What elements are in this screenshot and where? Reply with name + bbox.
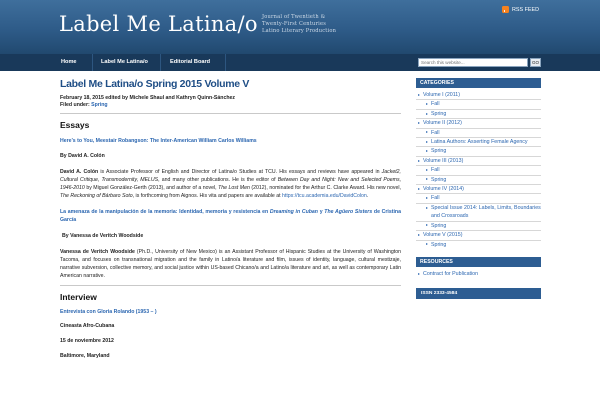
- sidebar-category-label: Fall: [431, 195, 440, 202]
- bullet-arrow-icon: [426, 103, 428, 105]
- bullet-arrow-icon: [426, 243, 428, 245]
- rss-icon: [502, 6, 509, 13]
- sidebar-category-label: Latina Authors: Asserting Female Agency: [431, 139, 528, 146]
- interview-link[interactable]: Entrevista con Gloria Rolando (1953 – ): [60, 309, 157, 315]
- sidebar-category-label: Spring: [431, 222, 447, 229]
- interview-line: Baltimore, Maryland: [60, 353, 110, 359]
- site-tagline: [262, 14, 362, 35]
- bullet-arrow-icon: [418, 94, 420, 96]
- sidebar-category-label: Special Issue 2014: Labels, Limits, Boundaries and Crossroads: [431, 204, 541, 220]
- interview-line: 15 de noviembre 2012: [60, 338, 114, 344]
- bullet-arrow-icon: [426, 224, 428, 226]
- bullet-arrow-icon: [426, 150, 428, 152]
- sidebar-category-item[interactable]: [416, 119, 541, 128]
- nav-item-home[interactable]: Home: [61, 59, 77, 65]
- bullet-arrow-icon: [426, 169, 428, 171]
- sidebar: [416, 78, 541, 299]
- bullet-arrow-icon: [426, 197, 428, 199]
- nav-divider: [225, 54, 226, 71]
- post-filed-under: [60, 102, 401, 108]
- filed-category-link[interactable]: Spring: [91, 102, 108, 108]
- bullet-arrow-icon: [426, 207, 428, 209]
- tagline-line: Journal of Twentieth &: [262, 14, 326, 20]
- search-button[interactable]: GO: [531, 60, 539, 65]
- sidebar-category-label: Volume IV (2014): [423, 186, 464, 193]
- sidebar-category-label: Fall: [431, 101, 440, 108]
- tagline-line: Twenty-First Centuries: [262, 21, 327, 27]
- sidebar-category-item[interactable]: [416, 241, 541, 249]
- nav-divider: [92, 54, 93, 71]
- categories-list: [416, 88, 541, 251]
- essays-heading: Essays: [60, 120, 90, 130]
- sidebar-category-label: Fall: [431, 129, 440, 136]
- nav-item-label-me-latina[interactable]: Label Me Latina/o: [101, 59, 148, 65]
- sidebar-category-item[interactable]: [416, 138, 541, 147]
- filed-under-label: Filed under:: [60, 102, 90, 108]
- bullet-arrow-icon: [426, 113, 428, 115]
- sidebar-category-label: Spring: [431, 176, 447, 183]
- sidebar-category-item[interactable]: [416, 185, 541, 194]
- site-title[interactable]: Label Me Latina/o: [59, 12, 258, 36]
- sidebar-category-label: Fall: [431, 167, 440, 174]
- main-content: [60, 78, 401, 360]
- divider: [60, 285, 401, 286]
- rss-feed-link[interactable]: [502, 6, 539, 13]
- resources-list: [416, 267, 541, 280]
- sidebar-category-label: Volume III (2013): [423, 157, 464, 164]
- author-vita-link[interactable]: https://tcu.academia.edu/DavidColon: [282, 193, 367, 199]
- bullet-arrow-icon: [426, 178, 428, 180]
- sidebar-category-item[interactable]: [416, 110, 541, 119]
- bullet-arrow-icon: [418, 160, 420, 162]
- sidebar-category-item[interactable]: [416, 166, 541, 175]
- site-header: [0, 0, 600, 54]
- sidebar-category-item[interactable]: [416, 100, 541, 109]
- bullet-arrow-icon: [418, 273, 420, 275]
- sidebar-category-item[interactable]: [416, 91, 541, 100]
- post-title[interactable]: Label Me Latina/o Spring 2015 Volume V: [60, 78, 250, 90]
- issn-badge: ISSN 2333-4584: [416, 288, 541, 299]
- resources-heading: RESOURCES: [416, 257, 541, 267]
- rss-label: RSS FEED: [512, 6, 539, 13]
- sidebar-category-item[interactable]: [416, 147, 541, 156]
- sidebar-category-item[interactable]: [416, 176, 541, 185]
- nav-item-editorial-board[interactable]: Editorial Board: [170, 59, 211, 65]
- sidebar-category-item[interactable]: [416, 231, 541, 240]
- essay-author: By Vanessa de Veritch Woodside: [62, 233, 144, 239]
- essay-link[interactable]: Here’s to You, Meestair Robangson: The Inter-American William Carlos Williams: [60, 138, 257, 144]
- author-bio: David A. Colón is Associate Professor of English and Director of Latina/o Studies at TCU. His essays and reviews have appeared in Jacket2, Cultural Critique, Transmodernity, MELUS, and many other publications. He is the editor of Between Day and Night: New and Selected Poems, 1946-2010 by Miguel González-Gerth (2013), and author of a novel, The Lost Men (2012), nominated for the Arthur C. Clarke Award. His new novel, The Reckoning of Bárbaro Soto, is forthcoming from Aignos. His vita and papers are available at https://tcu.academia.edu/DavidColon.: [60, 169, 402, 199]
- sidebar-category-item[interactable]: [416, 204, 541, 222]
- nav-divider: [160, 54, 161, 71]
- sidebar-category-item[interactable]: [416, 194, 541, 203]
- categories-heading: CATEGORIES: [416, 78, 541, 88]
- sidebar-category-label: Volume I (2011): [423, 92, 461, 98]
- sidebar-category-label: Spring: [431, 241, 447, 248]
- sidebar-category-label: Spring: [431, 110, 447, 117]
- sidebar-resource-item[interactable]: [416, 270, 541, 278]
- sidebar-category-label: Spring: [431, 148, 447, 155]
- essay-link[interactable]: La amenaza de la manipulación de la memoria: Identidad, memoria y resistencia en Dreaming in Cuban y The Agüero Sisters de Cristina García: [60, 209, 401, 223]
- interview-heading: Interview: [60, 292, 97, 302]
- sidebar-category-item[interactable]: [416, 222, 541, 231]
- search-input[interactable]: [418, 58, 528, 67]
- interview-line: Cineasta Afro-Cubana: [60, 323, 115, 329]
- essay-author: By David A. Colón: [60, 153, 105, 159]
- divider: [60, 113, 401, 114]
- author-bio: Vanessa de Veritch Woodside (Ph.D., University of New Mexico) is an Assistant Professor of Hispanic Studies at the University of Washington Tacoma, and focuses on transnational migration and the family in Latino/a literature and film, issues of identity, language, cultural mestizaje, narrative subversion, collective memory, and social justice within US-based Chicano/a and Latino/a literature and art, as well as contemporary Latin American narrative.: [60, 249, 401, 279]
- bullet-arrow-icon: [418, 122, 420, 124]
- bullet-arrow-icon: [418, 234, 420, 236]
- sidebar-category-item[interactable]: [416, 157, 541, 166]
- sidebar-resource-label: Contract for Publication: [423, 270, 479, 277]
- sidebar-category-item[interactable]: [416, 129, 541, 138]
- main-nav: [0, 54, 600, 71]
- tagline-line: Latino Literary Production: [262, 28, 337, 34]
- bullet-arrow-icon: [426, 131, 428, 133]
- bullet-arrow-icon: [418, 188, 420, 190]
- post-meta: February 18, 2015 edited by Michele Shaul and Kathryn Quinn-Sánchez: [60, 95, 235, 101]
- sidebar-category-label: Volume II (2012): [423, 120, 462, 127]
- sidebar-category-label: Volume V (2015): [423, 232, 463, 239]
- bullet-arrow-icon: [426, 141, 428, 143]
